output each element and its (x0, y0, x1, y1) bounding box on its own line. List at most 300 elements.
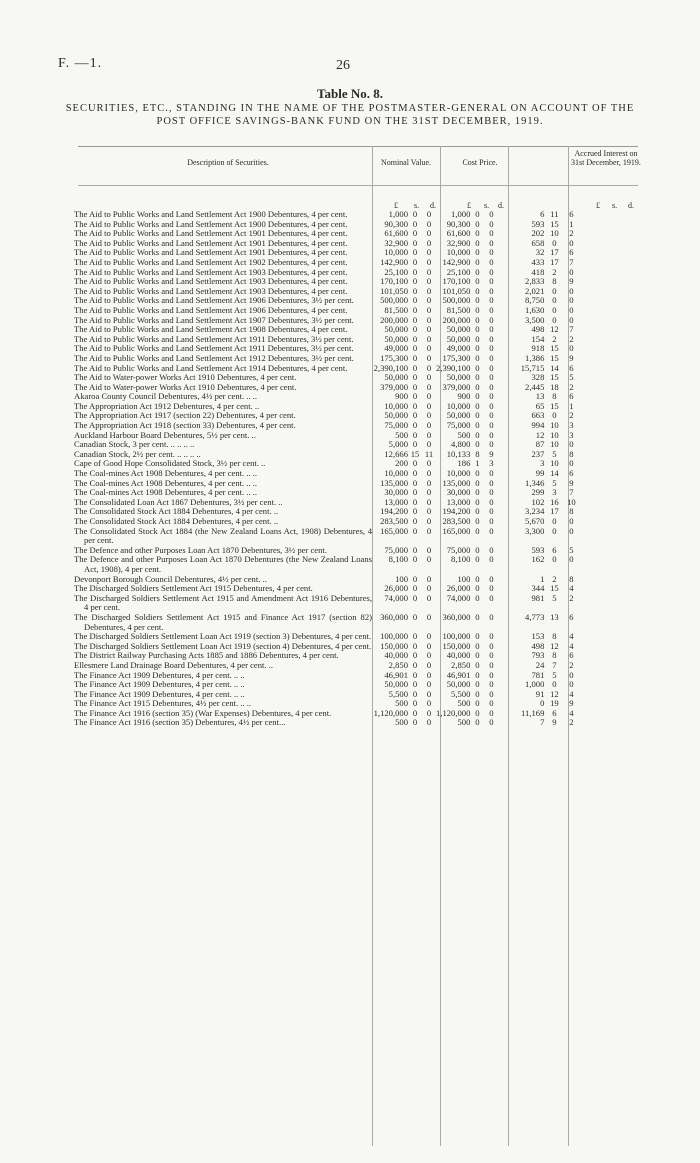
nominal-pounds: 50,000 (384, 333, 408, 344)
cost-pounds: 40,000 (446, 650, 471, 661)
accrued-pounds: 202 (531, 228, 545, 239)
cost-pence: 0 (489, 611, 494, 622)
nominal-pounds: 379,000 (380, 381, 408, 392)
security-description: Canadian Stock, 2½ per cent. .. .. .. .. (74, 448, 201, 459)
accrued-shillings: 15 (550, 400, 559, 411)
nominal-shillings: 0 (412, 516, 418, 526)
cost-shillings: 0 (475, 391, 480, 402)
cost-shillings: 0 (475, 583, 480, 594)
nominal-pence: 0 (426, 228, 432, 239)
accrued-pence: 4 (569, 707, 574, 718)
security-description: The Consolidated Loan Act 1867 Debentures, 3½ per cent. .. (74, 496, 283, 507)
nominal-pence: 0 (426, 400, 432, 411)
cost-pounds: 49,000 (446, 343, 471, 354)
cost-pence: 0 (489, 487, 494, 498)
cost-pence: 0 (489, 640, 494, 651)
nominal-pence: 0 (426, 304, 432, 315)
cost-pounds: 2,850 (451, 659, 471, 670)
accrued-shillings: 0 (552, 554, 557, 565)
security-description: The District Railway Purchasing Acts 1885 and 1886 Debentures, 4 per cent. (74, 650, 339, 661)
nominal-pounds: 90,300 (384, 218, 408, 229)
table-subtitle: SECURITIES, ETC., STANDING IN THE NAME OF THE POSTMASTER-GENERAL ON ACCOUNT OF THE POST OFFICE SAVINGS-BANK FUND ON THE 31ST DECEMBER, 1919. (65, 103, 635, 127)
accrued-pounds: 663 (531, 410, 545, 421)
accrued-pence: 1 (569, 400, 574, 411)
security-description: The Aid to Public Works and Land Settlement Act 1906 Debentures, 4 per cent. (74, 304, 348, 315)
accrued-pounds: 162 (531, 554, 545, 565)
security-description-cell (74, 594, 372, 613)
cost-pounds: 135,000 (442, 477, 471, 488)
nominal-shillings: 0 (412, 640, 418, 651)
nominal-shillings: 0 (412, 439, 418, 450)
accrued-shillings: 16 (550, 496, 559, 507)
nominal-pounds: 25,100 (384, 266, 408, 277)
security-description-cell (74, 613, 372, 632)
accrued-shillings: 0 (552, 525, 557, 536)
nominal-pence: 0 (426, 429, 432, 440)
cost-pence: 0 (489, 707, 494, 718)
security-description: Devonport Borough Council Debentures, 4½ per cent. .. (74, 573, 267, 584)
cost-pence: 0 (489, 506, 494, 517)
unit-pence: d. (430, 201, 436, 210)
nominal-pence: 0 (426, 362, 432, 373)
nominal-pence: 0 (426, 295, 432, 306)
cost-shillings: 0 (475, 266, 480, 277)
security-description: The Aid to Public Works and Land Settlement Act 1901 Debentures, 4 per cent. (74, 228, 348, 239)
accrued-shillings: 2 (552, 266, 557, 277)
nominal-pounds: 50,000 (384, 372, 408, 383)
accrued-pounds: 1 (540, 573, 545, 584)
nominal-shillings: 0 (412, 659, 418, 670)
security-description: The Aid to Public Works and Land Settlement Act 1903 Debentures, 4 per cent. (74, 266, 348, 277)
security-description: The Aid to Public Works and Land Settlement Act 1907 Debentures, 3½ per cent. (74, 314, 354, 325)
accrued-shillings: 10 (550, 420, 559, 431)
accrued-pounds: 4,773 (525, 611, 545, 622)
cost-shillings: 0 (475, 573, 480, 584)
cost-pounds: 283,500 (442, 516, 471, 526)
cost-shillings: 0 (475, 631, 480, 642)
security-description: Cape of Good Hope Consolidated Stock, 3½ per cent. .. (74, 458, 266, 469)
nominal-pounds: 100 (395, 573, 408, 584)
cost-shillings: 0 (475, 717, 480, 728)
nominal-pounds: 10,000 (384, 247, 408, 258)
nominal-shillings: 0 (412, 266, 418, 277)
cost-pence: 0 (489, 698, 494, 709)
accrued-pounds: 793 (531, 650, 545, 661)
cost-shillings: 0 (475, 698, 480, 709)
accrued-shillings: 8 (552, 650, 557, 661)
cost-shillings: 0 (475, 707, 480, 718)
accrued-pence: 6 (569, 650, 574, 661)
cost-shillings: 0 (475, 525, 480, 536)
accrued-shillings: 12 (550, 324, 559, 335)
nominal-pence: 0 (426, 611, 432, 622)
column-header-cost: Cost Price. (462, 158, 498, 167)
nominal-pence: 0 (426, 631, 432, 642)
accrued-pounds: 8,750 (525, 295, 545, 306)
accrued-pounds: 5,670 (525, 516, 545, 526)
header-bottom-rule (78, 185, 638, 186)
nominal-pounds: 500,000 (380, 295, 408, 306)
nominal-pounds: 10,000 (384, 468, 408, 479)
nominal-shillings: 0 (412, 429, 418, 440)
cost-shillings: 0 (475, 343, 480, 354)
security-description: The Appropriation Act 1917 (section 22) Debentures, 4 per cent. (74, 410, 296, 421)
accrued-pounds: 994 (531, 420, 545, 431)
unit-pence: d. (628, 201, 634, 210)
accrued-shillings: 0 (552, 295, 557, 306)
cost-pence: 0 (489, 679, 494, 690)
cost-pence: 0 (489, 516, 494, 526)
accrued-pence: 0 (569, 266, 574, 277)
security-description: Ellesmere Land Drainage Board Debentures, 4 per cent. .. (74, 659, 274, 670)
nominal-pence: 0 (426, 333, 432, 344)
nominal-pence: 0 (426, 592, 432, 603)
cost-shillings: 0 (475, 362, 480, 373)
cost-pence: 0 (489, 218, 494, 229)
cost-shillings: 0 (475, 468, 480, 479)
accrued-shillings: 15 (550, 352, 559, 363)
accrued-shillings: 13 (550, 611, 559, 622)
nominal-pence: 0 (426, 372, 432, 383)
cost-pence: 0 (489, 631, 494, 642)
cost-pence: 0 (489, 688, 494, 699)
accrued-pence: 0 (569, 343, 574, 354)
accrued-shillings: 15 (550, 343, 559, 354)
accrued-shillings: 5 (552, 448, 557, 459)
column-header-description: Description of Securities. (187, 158, 269, 167)
table-row (74, 555, 578, 574)
nominal-pounds: 50,000 (384, 324, 408, 335)
security-description: The Coal-mines Act 1908 Debentures, 4 per cent. .. .. (74, 487, 258, 498)
unit-pound: £ (394, 201, 398, 210)
accrued-shillings: 6 (552, 707, 557, 718)
accrued-pounds: 1,346 (525, 477, 545, 488)
cost-shillings: 0 (475, 659, 480, 670)
security-description-cell (74, 718, 372, 728)
security-description: The Discharged Soldiers Settlement Loan Act 1919 (section 4) Debentures, 4 per cent. (74, 640, 372, 651)
cost-pence: 0 (489, 429, 494, 440)
table-row (74, 527, 578, 546)
nominal-shillings: 0 (412, 324, 418, 335)
nominal-pence: 0 (426, 266, 432, 277)
accrued-pence: 2 (569, 410, 574, 421)
accrued-pence: 0 (569, 237, 574, 248)
nominal-shillings: 0 (412, 544, 418, 555)
nominal-pounds: 175,300 (380, 352, 408, 363)
nominal-pence: 11 (424, 448, 434, 459)
accrued-pence: 2 (569, 228, 574, 239)
cost-pounds: 150,000 (442, 640, 471, 651)
cost-pence: 0 (489, 583, 494, 594)
accrued-pence: 6 (569, 362, 574, 373)
cost-pence: 0 (489, 391, 494, 402)
header-top-rule (78, 146, 638, 147)
nominal-pounds: 1,000 (388, 209, 408, 219)
accrued-shillings: 10 (550, 439, 559, 450)
cost-shillings: 0 (475, 554, 480, 565)
cost-pence: 0 (489, 592, 494, 603)
accrued-pounds: 498 (531, 640, 545, 651)
accrued-pounds: 15,715 (520, 362, 545, 373)
accrued-shillings: 19 (550, 698, 559, 709)
security-description: The Finance Act 1915 Debentures, 4½ per cent. .. .. (74, 698, 252, 709)
cost-pounds: 74,000 (446, 592, 471, 603)
cost-pounds: 1,000 (451, 209, 471, 219)
cost-shillings: 0 (475, 381, 480, 392)
accrued-shillings: 14 (550, 362, 559, 373)
unit-pound: £ (596, 201, 600, 210)
nominal-pence: 0 (426, 688, 432, 699)
cost-shillings: 0 (475, 314, 480, 325)
nominal-shillings: 0 (412, 256, 418, 267)
cost-pence: 0 (489, 237, 494, 248)
nominal-shillings: 0 (412, 688, 418, 699)
cost-shillings: 0 (475, 506, 480, 517)
accrued-pounds: 32 (535, 247, 545, 258)
cost-pounds: 32,900 (446, 237, 471, 248)
nominal-shillings: 0 (412, 410, 418, 421)
cost-shillings: 0 (475, 477, 480, 488)
security-description: Canadian Stock, 3 per cent. .. .. .. .. (74, 439, 195, 450)
accrued-pounds: 498 (531, 324, 545, 335)
security-description: The Aid to Public Works and Land Settlement Act 1901 Debentures, 4 per cent. (74, 247, 348, 258)
security-description: The Aid to Public Works and Land Settlement Act 1908 Debentures, 4 per cent. (74, 324, 348, 335)
cost-pence: 0 (489, 304, 494, 315)
accrued-pence: 4 (569, 583, 574, 594)
cost-pounds: 75,000 (446, 420, 471, 431)
cost-shillings: 0 (475, 669, 480, 680)
cost-pence: 0 (489, 362, 494, 373)
cost-pounds: 50,000 (446, 679, 471, 690)
nominal-pounds: 61,600 (384, 228, 408, 239)
cost-pence: 0 (489, 276, 494, 287)
accrued-shillings: 5 (552, 477, 557, 488)
accrued-pounds: 1,000 (525, 679, 545, 690)
accrued-shillings: 17 (550, 506, 559, 517)
accrued-pence: 3 (569, 420, 574, 431)
accrued-pounds: 11,169 (521, 707, 545, 718)
accrued-pounds: 7 (540, 717, 545, 728)
cost-shillings: 0 (475, 420, 480, 431)
cost-pounds: 500 (457, 429, 471, 440)
cost-pounds: 360,000 (442, 611, 471, 622)
nominal-pounds: 32,900 (384, 237, 408, 248)
accrued-pence: 0 (569, 516, 574, 526)
nominal-shillings: 0 (412, 372, 418, 383)
accrued-pounds: 153 (531, 631, 545, 642)
cost-shillings: 0 (475, 688, 480, 699)
nominal-pence: 0 (426, 276, 432, 287)
nominal-pence: 0 (426, 487, 432, 498)
cost-shillings: 0 (475, 352, 480, 363)
nominal-pounds: 26,000 (384, 583, 408, 594)
cost-shillings: 0 (475, 429, 480, 440)
accrued-shillings: 6 (552, 544, 557, 555)
accrued-shillings: 10 (550, 458, 559, 469)
accrued-pence: 10 (567, 496, 576, 507)
accrued-pounds: 593 (531, 544, 545, 555)
accrued-pence: 4 (569, 631, 574, 642)
nominal-pounds: 283,500 (380, 516, 408, 526)
cost-pounds: 26,000 (446, 583, 471, 594)
accrued-pence: 6 (569, 611, 574, 622)
nominal-pence: 0 (426, 477, 432, 488)
accrued-shillings: 8 (552, 391, 557, 402)
nominal-pence: 0 (426, 343, 432, 354)
cost-pence: 0 (489, 295, 494, 306)
accrued-pence: 6 (569, 468, 574, 479)
security-description: The Consolidated Stock Act 1884 (the New Zealand Loans Act, 1908) Debentures, 4 per cent. (74, 525, 372, 546)
accrued-pounds: 2,833 (525, 276, 545, 287)
nominal-pounds: 900 (395, 391, 408, 402)
cost-pounds: 1,120,000 (436, 707, 471, 718)
cost-pounds: 50,000 (446, 324, 471, 335)
unit-pence: d. (498, 201, 504, 210)
nominal-pounds: 8,100 (388, 554, 408, 565)
cost-pence: 0 (489, 381, 494, 392)
nominal-pence: 0 (426, 544, 432, 555)
cost-shillings: 0 (475, 592, 480, 603)
accrued-shillings: 0 (552, 285, 557, 296)
nominal-shillings: 0 (412, 717, 418, 728)
security-description: The Consolidated Stock Act 1884 Debentures, 4 per cent. .. (74, 516, 279, 526)
accrued-pence: 0 (569, 439, 574, 450)
cost-pounds: 50,000 (446, 372, 471, 383)
security-description: The Aid to Public Works and Land Settlement Act 1903 Debentures, 4 per cent. (74, 285, 348, 296)
security-description: The Defence and other Purposes Loan Act 1870 Debentures (the New Zealand Loans Act, 1908), 4 per cent. (74, 554, 372, 574)
accrued-pounds: 99 (535, 468, 545, 479)
cost-pounds: 100 (457, 573, 471, 584)
nominal-pounds: 170,100 (380, 276, 408, 287)
accrued-pounds: 3,300 (525, 525, 545, 536)
accrued-pence: 9 (569, 477, 574, 488)
accrued-pounds: 2,021 (525, 285, 545, 296)
accrued-shillings: 17 (550, 247, 559, 258)
accrued-shillings: 0 (552, 237, 557, 248)
cost-shillings: 0 (475, 496, 480, 507)
security-description: The Appropriation Act 1918 (section 33) Debentures, 4 per cent. (74, 420, 296, 431)
security-description: The Aid to Public Works and Land Settlement Act 1903 Debentures, 4 per cent. (74, 276, 348, 287)
accrued-pounds: 918 (531, 343, 545, 354)
security-description: The Consolidated Stock Act 1884 Debentures, 4 per cent. .. (74, 506, 279, 517)
cost-shillings: 0 (475, 324, 480, 335)
nominal-pounds: 46,901 (384, 669, 408, 680)
cost-pence: 0 (489, 314, 494, 325)
accrued-pounds: 91 (535, 688, 545, 699)
page-number: 26 (336, 58, 350, 73)
cost-pence: 0 (489, 256, 494, 267)
nominal-shillings: 0 (412, 362, 418, 373)
nominal-pence: 0 (426, 554, 432, 565)
nominal-pounds: 30,000 (384, 487, 408, 498)
cost-pounds: 500 (457, 698, 471, 709)
cost-pence: 0 (489, 669, 494, 680)
nominal-pence: 0 (426, 458, 432, 469)
cost-pence: 0 (489, 544, 494, 555)
cost-pence: 0 (489, 352, 494, 363)
cost-pence: 0 (489, 439, 494, 450)
security-description: The Finance Act 1909 Debentures, 4 per cent. .. .. (74, 679, 245, 690)
nominal-pence: 0 (426, 410, 432, 421)
nominal-pence: 0 (426, 640, 432, 651)
cost-pence: 9 (489, 448, 494, 459)
unit-shilling: s. (484, 201, 490, 210)
cost-shillings: 0 (475, 247, 480, 258)
cost-pence: 0 (489, 525, 494, 536)
accrued-pence: 0 (569, 314, 574, 325)
accrued-shillings: 9 (552, 717, 557, 728)
nominal-shillings: 0 (412, 487, 418, 498)
security-description: The Discharged Soldiers Settlement Act 1915 Debentures, 4 per cent. (74, 583, 313, 594)
nominal-pounds: 165,000 (380, 525, 408, 536)
accrued-shillings: 5 (552, 592, 557, 603)
nominal-pence: 0 (426, 391, 432, 402)
nominal-shillings: 0 (412, 285, 418, 296)
cost-pounds: 142,900 (442, 256, 471, 267)
cost-pence: 0 (489, 468, 494, 479)
nominal-pounds: 5,000 (388, 439, 408, 450)
accrued-shillings: 8 (552, 631, 557, 642)
security-description: The Aid to Water-power Works Act 1910 Debentures, 4 per cent. (74, 381, 297, 392)
security-description: The Aid to Public Works and Land Settlement Act 1914 Debentures, 4 per cent. (74, 362, 348, 373)
accrued-pounds: 3,234 (525, 506, 545, 517)
securities-table-body (74, 210, 578, 728)
accrued-shillings: 17 (550, 256, 559, 267)
security-description: The Appropriation Act 1912 Debentures, 4 per cent. .. (74, 400, 260, 411)
cost-pounds: 900 (457, 391, 471, 402)
nominal-pounds: 50,000 (384, 679, 408, 690)
cost-shillings: 0 (475, 372, 480, 383)
nominal-pounds: 194,200 (380, 506, 408, 517)
cost-pence: 0 (489, 420, 494, 431)
accrued-shillings: 12 (550, 640, 559, 651)
cost-pence: 0 (489, 266, 494, 277)
nominal-pence: 0 (426, 650, 432, 661)
accrued-shillings: 0 (552, 314, 557, 325)
nominal-shillings: 0 (412, 496, 418, 507)
accrued-pence: 0 (569, 304, 574, 315)
accrued-pence: 2 (569, 381, 574, 392)
nominal-pence: 0 (426, 583, 432, 594)
cost-pounds: 2,390,100 (436, 362, 471, 373)
nominal-pounds: 74,000 (384, 592, 408, 603)
cost-shillings: 0 (475, 544, 480, 555)
column-header-nominal: Nominal Value. (380, 158, 432, 167)
cost-pounds: 4,800 (451, 439, 471, 450)
security-description-cell (74, 527, 372, 546)
security-description: Akaroa County Council Debentures, 4½ per cent. .. .. (74, 391, 258, 402)
accrued-pounds: 65 (535, 400, 545, 411)
nominal-pence: 0 (426, 698, 432, 709)
nominal-pounds: 500 (395, 429, 408, 440)
nominal-shillings: 0 (412, 698, 418, 709)
cost-pounds: 175,300 (442, 352, 471, 363)
nominal-shillings: 0 (412, 209, 418, 219)
column-header-accrued: Accrued Interest on 31st December, 1919. (571, 149, 641, 167)
nominal-pence: 0 (426, 717, 432, 728)
securities-table (74, 210, 578, 728)
cost-shillings: 0 (475, 516, 480, 526)
nominal-pence: 0 (426, 314, 432, 325)
nominal-pence: 0 (426, 209, 432, 219)
nominal-pence: 0 (426, 659, 432, 670)
cost-pounds: 101,050 (442, 285, 471, 296)
nominal-shillings: 0 (412, 276, 418, 287)
nominal-shillings: 0 (412, 631, 418, 642)
accrued-pence: 7 (569, 256, 574, 267)
accrued-pence: 2 (569, 592, 574, 603)
accrued-pence: 4 (569, 688, 574, 699)
